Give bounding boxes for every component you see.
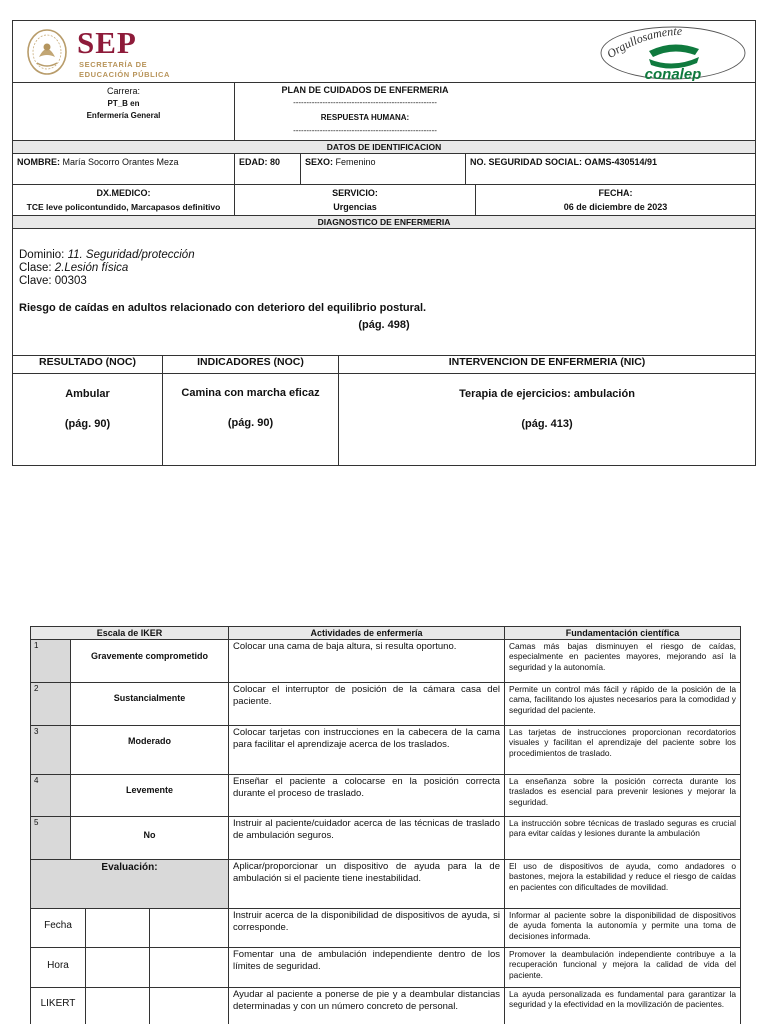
iker-level: Levemente [125, 785, 174, 795]
iker-row [31, 683, 740, 726]
dx-value: TCE leve policontundido, Marcapasos definitivo [26, 202, 221, 212]
servicio-cell [235, 185, 476, 215]
likert-label: LIKERT [40, 998, 76, 1009]
iker-num-cell [31, 726, 71, 774]
nombre-value: María Socorro Orantes Meza [62, 157, 179, 167]
fecha-blank-2[interactable] [150, 909, 229, 947]
evaluacion-cell [31, 860, 229, 908]
iker-activity: Colocar tarjetas con instrucciones en la cabecera de la cama para facilitar el aprendizaje acerca de los traslados. [229, 726, 505, 774]
risk-statement: Riesgo de caídas en adultos relacionado con deterioro del equilibrio postural. [19, 302, 427, 314]
risk-page-ref: (pág. 498) [358, 319, 410, 331]
iker-fundamentacion: Las tarjetas de instrucciones proporcionan recordatorios visuales y facilitan el aprendizaje del paciente sobre los procedimientos de traslado. [509, 727, 736, 758]
iker-level-cell [71, 640, 229, 682]
iker-num: 1 [34, 641, 39, 650]
fecha-label: FECHA: [598, 188, 633, 198]
iker-activity: Instruir al paciente/cuidador acerca de las técnicas de traslado de ambulación seguros. [229, 817, 505, 859]
indicador-cell [163, 374, 339, 465]
plan-cell [235, 83, 755, 140]
plan-title: PLAN DE CUIDADOS DE ENFERMERIA [281, 85, 449, 95]
letterhead [13, 21, 755, 83]
noc-body-row [13, 374, 755, 465]
carrera-cell [13, 83, 235, 140]
nombre-cell [13, 154, 235, 184]
iker-num: 3 [34, 727, 39, 736]
hora-row [31, 948, 740, 988]
datos-title-bar: DATOS DE IDENTIFICACION [13, 141, 755, 154]
resultado-page: (pág. 90) [64, 418, 111, 430]
diagnosis-classification [19, 249, 195, 288]
fecha-label-cell [31, 909, 86, 947]
sep-logo-text: SEP [77, 25, 137, 60]
iker-level-cell [71, 726, 229, 774]
iker-level: Sustancialmente [113, 693, 186, 703]
servicio-label: SERVICIO: [332, 188, 378, 198]
clase-value: 2.Lesión física [54, 262, 129, 274]
iker-activity: Colocar el interruptor de posición de la cámara casa del paciente. [229, 683, 505, 725]
hora-blank-2[interactable] [150, 948, 229, 987]
iker-num: 4 [34, 776, 39, 785]
evaluacion-activity: Aplicar/proporcionar un dispositivo de ayuda para la de ambulación si el paciente tiene inestabilidad. [229, 860, 505, 908]
head-escala: Escala de IKER [31, 627, 229, 639]
iker-fundamentacion: Camas más bajas disminuyen el riesgo de caídas, especialmente en pacientes mayores, mejorando así la seguridad y la autonomía. [509, 641, 736, 672]
dx-label: DX.MEDICO: [96, 188, 151, 198]
iker-num-cell [31, 817, 71, 859]
iker-row [31, 640, 740, 683]
indicador-page: (pág. 90) [227, 417, 274, 429]
evaluacion-label: Evaluación: [101, 862, 158, 873]
carrera-label: Carrera: [106, 86, 140, 96]
iker-fundamentacion: La enseñanza sobre la posición correcta durante los traslados es esencial para prevenir lesiones y mejorar la seguridad. [509, 776, 736, 807]
fecha-fundamentacion: Informar al paciente sobre la disponibilidad de dispositivos de ayuda fomenta la autonomía y permite una toma de decisiones informada. [509, 910, 736, 941]
nombre-label: NOMBRE: [17, 157, 60, 167]
iker-row [31, 726, 740, 775]
fecha-cell [476, 185, 755, 215]
servicio-value: Urgencias [333, 202, 377, 212]
carrera-line1: PT_B en [107, 99, 140, 108]
fecha-activity: Instruir acerca de la disponibilidad de dispositivos de ayuda, si corresponde. [229, 909, 505, 947]
hora-label: Hora [47, 960, 69, 971]
head-fundamentacion: Fundamentación científica [565, 628, 680, 638]
iker-fundamentacion: La instrucción sobre técnicas de traslado seguras es crucial para evitar caídas y lesiones durante la ambulación [509, 818, 736, 839]
head-actividades: Actividades de enfermería [229, 627, 505, 639]
iker-row [31, 817, 740, 860]
program-row [13, 83, 755, 141]
iker-activity: Enseñar el paciente a colocarse en la posición correcta durante el proceso de traslado. [229, 775, 505, 816]
fecha-label: Fecha [44, 920, 72, 931]
conalep-arc-text: Orgullosamente [604, 23, 683, 62]
plan-dashes-1: ------------------------------------------------------ [293, 98, 437, 107]
evaluacion-fundamentacion: El uso de dispositivos de ayuda, como andadores o bastones, mejora la estabilidad y reduce el riesgo de caídas en pacientes con dificultades de movilidad. [509, 861, 736, 892]
iker-num-cell [31, 640, 71, 682]
dominio-value: 11. Seguridad/protección [67, 249, 195, 261]
likert-row [31, 988, 740, 1024]
clase-line [19, 262, 195, 275]
likert-blank-1[interactable] [86, 988, 150, 1024]
hora-fundamentacion: Promover la deambulación independiente contribuye a la recuperación funcional y mejora la calidad de vida del paciente. [509, 949, 736, 980]
dominio-label: Dominio: [19, 249, 68, 261]
hora-activity: Fomentar una de ambulación independiente dentro de los límites de seguridad. [229, 948, 505, 987]
dx-row [13, 185, 755, 216]
iker-num: 2 [34, 684, 39, 693]
plan-dashes-2: ------------------------------------------------------ [293, 126, 437, 135]
dx-cell [13, 185, 235, 215]
iker-level: No [143, 830, 156, 840]
iker-num-cell [31, 683, 71, 725]
fecha-value: 06 de diciembre de 2023 [563, 202, 668, 212]
iker-level: Gravemente comprometido [90, 651, 209, 661]
evaluacion-row [31, 860, 740, 909]
sep-subtitle-line1: SECRETARÍA DE [79, 60, 148, 69]
iker-level-cell [71, 683, 229, 725]
carrera-line2: Enfermería General [86, 111, 161, 120]
resultado-value: Ambular [65, 388, 110, 400]
iker-activity: Colocar una cama de baja altura, si resulta oportuno. [229, 640, 505, 682]
respuesta-label: RESPUESTA HUMANA: [320, 113, 410, 122]
sexo-cell [301, 154, 466, 184]
hora-label-cell [31, 948, 86, 987]
fecha-row [31, 909, 740, 948]
noc-header-row [13, 355, 755, 374]
resultado-cell [13, 374, 163, 465]
likert-label-cell [31, 988, 86, 1024]
clase-label: Clase: [19, 262, 55, 274]
iker-num: 5 [34, 818, 39, 827]
dominio-line [19, 249, 195, 262]
clave-line: Clave: 00303 [19, 275, 87, 287]
likert-blank-2[interactable] [150, 988, 229, 1024]
iker-fundamentacion: Permite un control más fácil y rápido de la posición de la cama, facilitando los ajustes necesarios para la comodidad y seguridad del paciente. [509, 684, 736, 715]
hora-blank-1[interactable] [86, 948, 150, 987]
intervencion-page: (pág. 413) [521, 418, 573, 430]
indicador-value: Camina con marcha eficaz [181, 387, 320, 399]
intervencion-cell [339, 374, 755, 465]
iker-level-cell [71, 817, 229, 859]
iker-header-row [31, 627, 740, 640]
conalep-word: conalep [644, 66, 702, 81]
mexico-seal-icon [25, 27, 69, 77]
likert-fundamentacion: La ayuda personalizada es fundamental para garantizar la seguridad y la efectividad en la movilización de pacientes. [509, 989, 736, 1010]
nss-cell: NO. SEGURIDAD SOCIAL: OAMS-430514/91 [470, 157, 658, 167]
iker-num-cell [31, 775, 71, 816]
sep-subtitle [79, 60, 170, 80]
resultado-head: RESULTADO (NOC) [13, 356, 163, 373]
sexo-label: SEXO: [305, 157, 334, 167]
fecha-blank-1[interactable] [86, 909, 150, 947]
iker-row [31, 775, 740, 817]
diagnostico-title-bar: DIAGNOSTICO DE ENFERMERIA [13, 216, 755, 229]
likert-activity: Ayudar al paciente a ponerse de pie y a deambular distancias determinadas y con un número concreto de personal. [229, 988, 505, 1024]
indicadores-head: INDICADORES (NOC) [163, 356, 339, 373]
sep-subtitle-line2: EDUCACIÓN PÚBLICA [79, 70, 171, 79]
identity-row [13, 154, 755, 185]
sexo-value: Femenino [335, 157, 376, 167]
intervencion-head: INTERVENCION DE ENFERMERIA (NIC) [448, 356, 646, 368]
iker-activities-table [30, 626, 741, 1024]
care-plan-form [12, 20, 756, 466]
edad-cell: EDAD: 80 [235, 154, 301, 184]
iker-level-cell [71, 775, 229, 816]
intervencion-value: Terapia de ejercicios: ambulación [459, 388, 635, 400]
iker-level: Moderado [127, 736, 171, 746]
conalep-logo-icon [597, 23, 749, 81]
